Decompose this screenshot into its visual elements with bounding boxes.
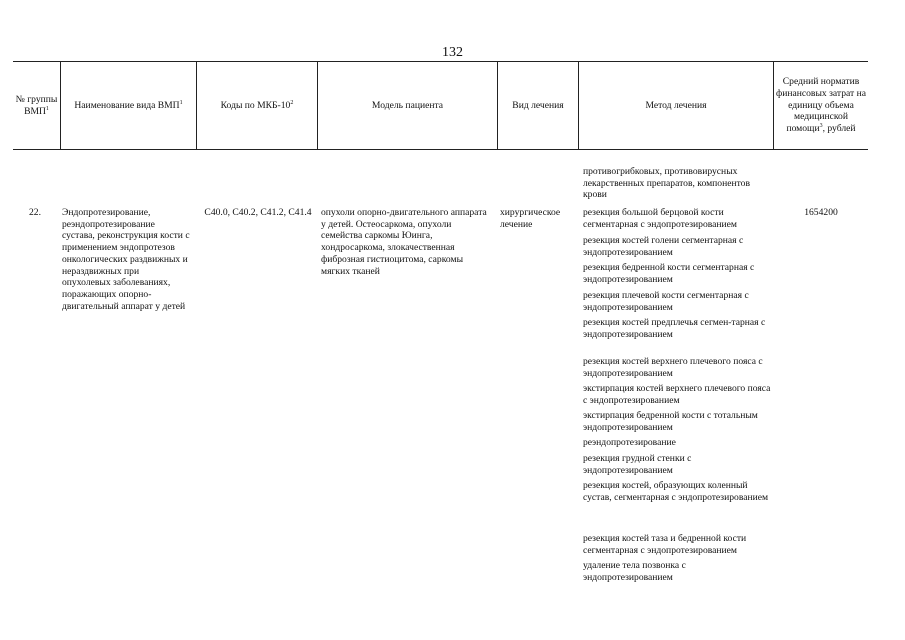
method-item: экстирпация костей верхнего плечевого пояса с эндопротезированием <box>583 383 771 406</box>
carryover-method-text: противогрибковых, противовирусных лекарственных препаратов, компонентов крови <box>583 166 750 201</box>
header-icd-codes: Коды по МКБ-$10^2$ <box>220 99 294 111</box>
method-item: резекция костей, образующих коленный сустав, сегментарная с эндопротезированием <box>583 480 769 503</box>
method-item: резекция костей таза и бедренной кости сегментарная с эндопротезированием <box>583 533 747 556</box>
method-item: резекция бедренной кости сегментарная с эндопротезированием <box>583 262 755 285</box>
row-vmp-name: Эндопротезирование, реэндопротезирование сустава, реконструкция кости с применением эндопротезов онкологических раздвижных и нераздвижных при опухолевых заболеваниях, поражающих опорно-двигательный аппарат у детей <box>62 207 190 312</box>
row-cost: 1654200 <box>804 207 838 218</box>
page-number: 132 <box>442 45 463 60</box>
header-bottom-border <box>13 149 868 150</box>
header-treatment-type: Вид лечения <box>512 99 564 111</box>
method-item: резекция грудной стенки с эндопротезированием <box>583 453 692 476</box>
row-patient-model: опухоли опорно-двигательного аппарата у детей. Остеосаркома, опухоли семейства саркомы Юинга, хондросаркома, злокачественная фиброзная гистиоцитома, саркомы мягких тканей <box>321 207 487 277</box>
row-icd-codes: C40.0, C40.2, C41.2, C41.4 <box>204 207 312 218</box>
method-item: резекция костей предплечья сегмен-тарная с эндопротезированием <box>583 317 766 340</box>
method-item: резекция плечевой кости сегментарная с эндопротезированием <box>583 290 749 313</box>
method-item: резекция костей голени сегментарная с эндопротезированием <box>583 235 744 258</box>
row-treatment-type: хирургическое лечение <box>500 207 561 230</box>
row-group-number: 22. <box>29 207 41 218</box>
header-cost-norm: Средний норматив финансовых затрат на единицу объема медицинской помощи$^3$, рублей <box>775 76 866 135</box>
method-item: резекция большой берцовой кости сегментарная с эндопротезированием <box>583 207 738 230</box>
method-item: реэндопротезирование <box>583 437 676 448</box>
header-treatment-method: Метод лечения <box>645 99 707 111</box>
method-item: экстирпация бедренной кости с тотальным эндопротезированием <box>583 410 758 433</box>
method-item: удаление тела позвонка с эндопротезированием <box>583 560 686 583</box>
header-patient-model: Модель пациента <box>371 99 444 111</box>
header-group-number: № группы ВМП$^1$ <box>15 93 58 117</box>
header-vmp-name: Наименование вида ВМП$^1$ <box>74 99 183 111</box>
method-item: резекция костей верхнего плечевого пояса с эндопротезированием <box>583 356 763 379</box>
